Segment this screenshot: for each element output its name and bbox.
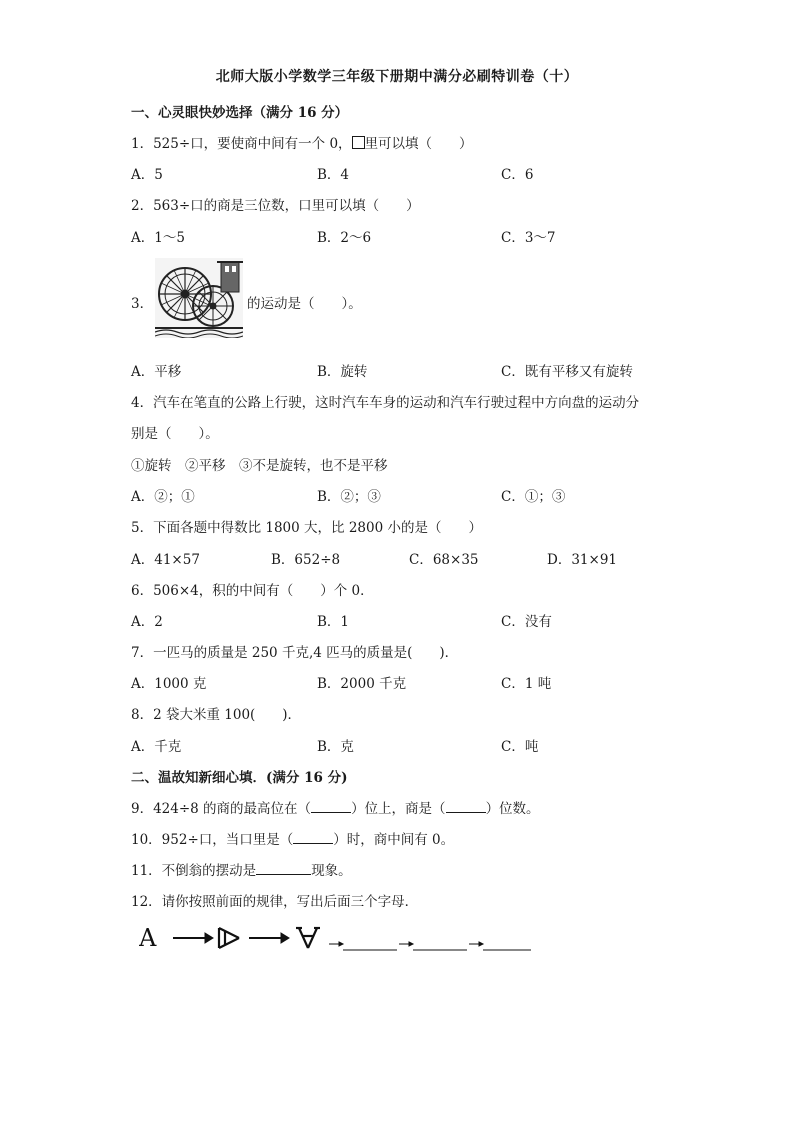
question-1 [131, 132, 473, 152]
letter-sequence-figure [139, 922, 539, 958]
question-1-pre: 1．525÷口，要使商中间有一个 0， [131, 136, 352, 152]
question-10-part-2: ）时，商中间有 0。 [333, 832, 455, 848]
q1-option-b[interactable]: B．4 [317, 167, 350, 183]
q1-option-c[interactable]: C．6 [501, 167, 534, 183]
q5-option-c[interactable]: C．68×35 [409, 552, 479, 568]
q4-option-a[interactable]: A．②；① [131, 489, 195, 505]
q8-option-b[interactable]: B．克 [317, 739, 354, 755]
small-arrow-right-icon [399, 942, 413, 946]
question-5: 5．下面各题中得数比 1800 大，比 2800 小的是（ ） [131, 520, 482, 536]
q6-option-b[interactable]: B．1 [317, 614, 350, 630]
q6-option-a[interactable]: A．2 [131, 614, 163, 630]
small-arrow-right-icon [469, 942, 483, 946]
square-box-icon [352, 136, 365, 149]
small-arrow-right-icon [329, 942, 343, 946]
question-4-line-1: 4．汽车在笔直的公路上行驶，这时汽车车身的运动和汽车行驶过程中方向盘的运动分 [131, 395, 640, 411]
q7-option-a[interactable]: A．1000 克 [131, 676, 207, 692]
question-3-number: 3． [131, 296, 154, 312]
q2-option-c[interactable]: C．3～7 [501, 230, 556, 246]
question-10-part-1: 10．952÷口，当口里是（ [131, 832, 294, 848]
question-2: 2．563÷口的商是三位数，口里可以填（ ） [131, 198, 420, 214]
question-4-line-2: 别是（ ）。 [131, 426, 219, 442]
q2-option-b[interactable]: B．2～6 [317, 230, 372, 246]
page-title: 北师大版小学数学三年级下册期中满分必刷特训卷（十） [215, 69, 579, 85]
question-9-part-3: ）位数。 [485, 801, 540, 817]
q4-option-c[interactable]: C．①；③ [501, 489, 566, 505]
question-12: 12．请你按照前面的规律，写出后面三个字母． [131, 894, 419, 910]
question-9-part-1: 9．424÷8 的商的最高位在（ [131, 801, 312, 817]
q11-blank[interactable] [256, 862, 311, 875]
letter-a: A [139, 924, 157, 952]
question-7: 7．一匹马的质量是 250 千克,4 匹马的质量是( )． [131, 645, 459, 661]
waterwheel-icon [155, 258, 243, 338]
q7-option-b[interactable]: B．2000 千克 [317, 676, 407, 692]
question-9-part-2: ）位上，商是（ [351, 801, 446, 817]
q3-option-a[interactable]: A．平移 [131, 364, 182, 380]
section-1-heading: 一、心灵眼快妙选择（满分 16 分） [131, 105, 349, 121]
question-8: 8．2 袋大米重 100( )． [131, 707, 302, 723]
inverted-a-glyph-icon [296, 928, 320, 948]
q4-option-b[interactable]: B．②；③ [317, 489, 381, 505]
q8-option-a[interactable]: A．千克 [131, 739, 182, 755]
q3-option-c[interactable]: C．既有平移又有旋转 [501, 364, 633, 380]
q9-blank-1[interactable] [311, 800, 351, 813]
letter-sequence [139, 922, 539, 958]
question-9 [131, 797, 540, 817]
waterwheel-image [155, 258, 243, 338]
section-2-heading: 二、温故知新细心填．(满分 16 分) [131, 770, 348, 786]
question-4-choices: ①旋转 ②平移 ③不是旋转，也不是平移 [131, 458, 388, 474]
q10-blank[interactable] [293, 831, 333, 844]
question-1-post: 里可以填（ ） [364, 136, 473, 152]
q5-option-b[interactable]: B．652÷8 [271, 552, 341, 568]
q9-blank-2[interactable] [446, 800, 486, 813]
q8-option-c[interactable]: C．吨 [501, 739, 539, 755]
arrow-right-icon [249, 933, 289, 943]
q1-option-a[interactable]: A．5 [131, 167, 163, 183]
question-6: 6．506×4，积的中间有（ ）个 0． [131, 583, 374, 599]
q5-option-a[interactable]: A．41×57 [131, 552, 200, 568]
question-11-part-2: 现象。 [311, 863, 352, 879]
q7-option-c[interactable]: C．1 吨 [501, 676, 552, 692]
question-3-text: 的运动是（ ）。 [247, 296, 362, 312]
q5-option-d[interactable]: D．31×91 [547, 552, 617, 568]
question-10 [131, 828, 454, 848]
q6-option-c[interactable]: C．没有 [501, 614, 552, 630]
rotated-a-glyph-icon [219, 928, 239, 948]
question-11 [131, 859, 352, 879]
question-11-part-1: 11．不倒翁的摆动是 [131, 863, 257, 879]
q2-option-a[interactable]: A．1～5 [131, 230, 185, 246]
q3-option-b[interactable]: B．旋转 [317, 364, 368, 380]
arrow-right-icon [173, 933, 213, 943]
